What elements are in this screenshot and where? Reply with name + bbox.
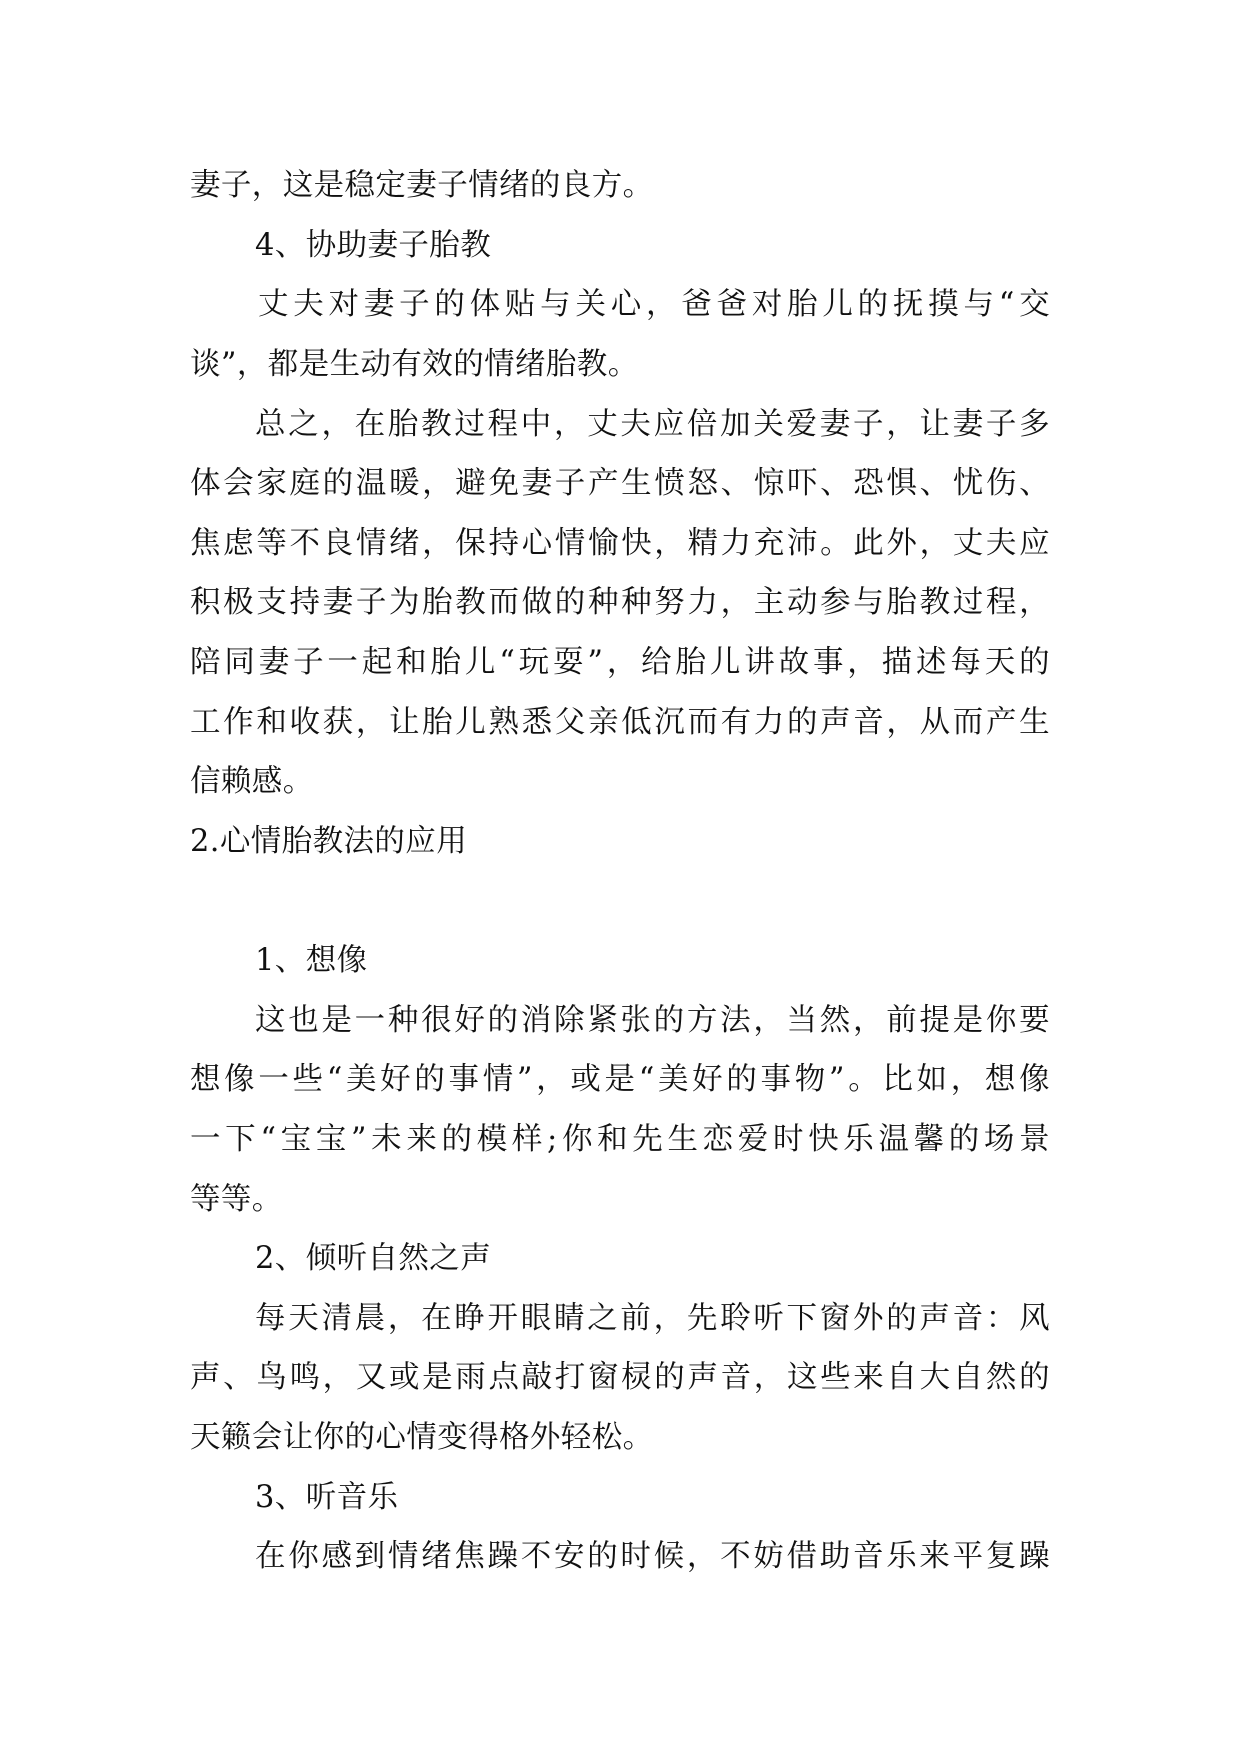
paragraph-line: 天籁会让你的心情变得格外轻松。 (190, 1420, 654, 1455)
paragraph-line: 陪同妻子一起和胎儿“玩耍”，给胎儿讲故事，描述每天的 (190, 645, 1050, 680)
paragraph-line: 总之，在胎教过程中，丈夫应倍加关爱妻子，让妻子多 (255, 407, 1050, 442)
paragraph-line: 谈”，都是生动有效的情绪胎教。 (190, 347, 639, 382)
paragraph-line: 信赖感。 (190, 764, 314, 799)
section-heading: 2、倾听自然之声 (255, 1241, 492, 1276)
paragraph-line: 积极支持妻子为胎教而做的种种努力，主动参与胎教过程， (190, 585, 1050, 620)
section-heading: 3、听音乐 (255, 1480, 399, 1515)
paragraph-line: 体会家庭的温暖，避免妻子产生愤怒、惊吓、恐惧、忧伤、 (190, 466, 1050, 501)
paragraph-line: 丈夫对妻子的体贴与关心，爸爸对胎儿的抚摸与“交 (258, 287, 1050, 322)
paragraph-line: 这也是一种很好的消除紧张的方法，当然，前提是你要 (255, 1003, 1050, 1038)
paragraph-line: 妻子，这是稳定妻子情绪的良方。 (190, 168, 654, 203)
section-heading: 1、想像 (255, 943, 368, 978)
paragraph-line: 等等。 (190, 1182, 283, 1217)
paragraph-line: 想像一些“美好的事情”，或是“美好的事物”。比如，想像 (190, 1062, 1050, 1097)
paragraph-line: 一下“宝宝”未来的模样;你和先生恋爱时快乐温馨的场景 (190, 1122, 1050, 1157)
paragraph-line: 工作和收获，让胎儿熟悉父亲低沉而有力的声音，从而产生 (190, 705, 1050, 740)
section-title: 2.心情胎教法的应用 (190, 824, 468, 859)
paragraph-line: 每天清晨，在睁开眼睛之前，先聆听下窗外的声音：风 (255, 1301, 1050, 1336)
paragraph-line: 焦虑等不良情绪，保持心情愉快，精力充沛。此外，丈夫应 (190, 526, 1050, 561)
paragraph-line: 在你感到情绪焦躁不安的时候，不妨借助音乐来平复躁 (255, 1539, 1050, 1574)
paragraph-line: 声、鸟鸣，又或是雨点敲打窗棂的声音，这些来自大自然的 (190, 1360, 1050, 1395)
section-heading: 4、协助妻子胎教 (255, 228, 492, 263)
